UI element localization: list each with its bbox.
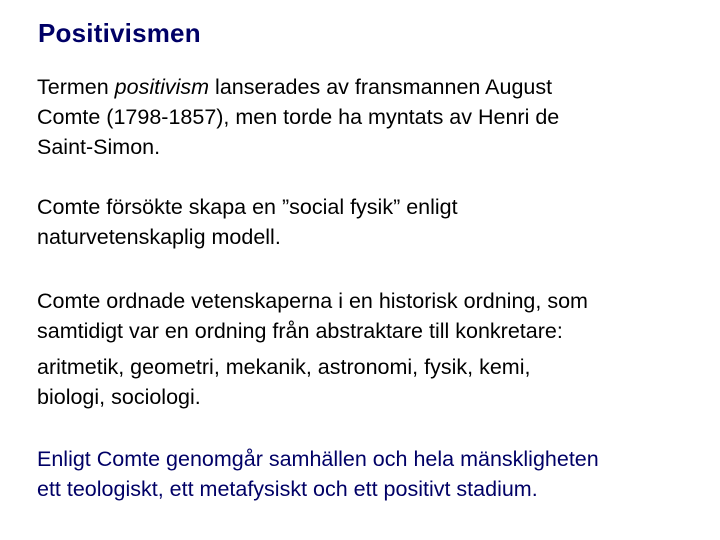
paragraph3-line2: samtidigt var en ordning från abstraktare till konkretare:: [37, 319, 563, 343]
paragraph4-line2: ett teologiskt, ett metafysiskt och ett positivt stadium.: [37, 477, 538, 501]
paragraph1-text-after: lanserades av fransmannen August: [209, 75, 553, 99]
paragraph3-line1: Comte ordnade vetenskaperna i en historisk ordning, som: [37, 289, 588, 313]
paragraph-science-list: [37, 352, 707, 412]
paragraph3-line3: aritmetik, geometri, mekanik, astronomi, fysik, kemi,: [37, 355, 531, 379]
slide-title: Positivismen: [38, 18, 201, 48]
paragraph-three-stages: [37, 444, 707, 504]
paragraph4-line1: Enligt Comte genomgår samhällen och hela mänskligheten: [37, 447, 599, 471]
paragraph3-line4: biologi, sociologi.: [37, 385, 201, 409]
paragraph1-emphasis: positivism: [114, 75, 210, 99]
paragraph-social-physics: [37, 192, 707, 252]
paragraph2-line2: naturvetenskaplig modell.: [37, 225, 281, 249]
paragraph1-line3: Saint-Simon.: [37, 135, 161, 159]
paragraph1-text-before: Termen: [37, 75, 115, 99]
paragraph1-line2: Comte (1798-1857), men torde ha myntats av Henri de: [37, 105, 560, 129]
paragraph-science-order: [37, 286, 707, 346]
paragraph-positivism-origin: [37, 72, 707, 162]
paragraph2-line1: Comte försökte skapa en ”social fysik” enligt: [37, 195, 458, 219]
